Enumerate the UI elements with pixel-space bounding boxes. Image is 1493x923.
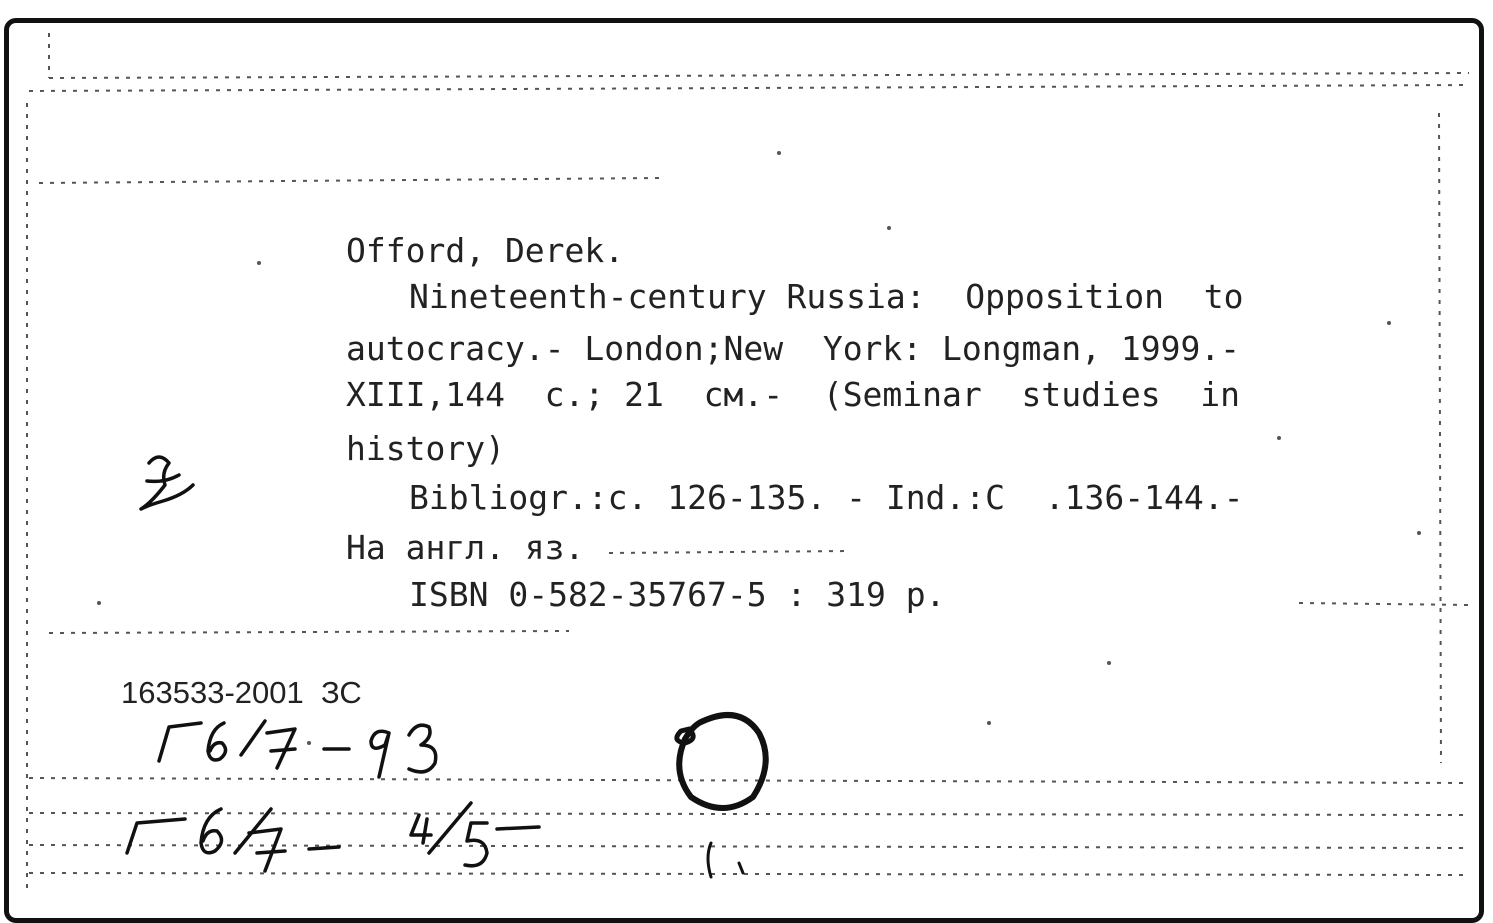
title-line: autocracy.- London;New York: Longman, 1999.- — [346, 329, 1241, 368]
title-line: XIII,144 c.; 21 см.- (Seminar studies in — [346, 375, 1241, 414]
note-line: Bibliogr.:c. 126-135. - Ind.:C .136-144.- — [409, 478, 1244, 517]
catalog-card — [4, 18, 1484, 923]
shelf-mark-2 — [127, 803, 539, 871]
margin-mark — [141, 457, 193, 509]
author-heading: Offord, Derek. — [346, 231, 625, 270]
shelf-mark-1 — [159, 721, 436, 777]
handwriting — [9, 23, 1479, 918]
note-line: На англ. яз. — [346, 528, 585, 567]
call-number: 163533-2001 ЗС — [121, 675, 362, 710]
ring-stamp — [677, 715, 766, 877]
isbn-line: ISBN 0-582-35767-5 : 319 p. — [409, 575, 946, 614]
title-line: history) — [346, 429, 505, 468]
title-line: Nineteenth-century Russia: Opposition to — [409, 277, 1244, 316]
